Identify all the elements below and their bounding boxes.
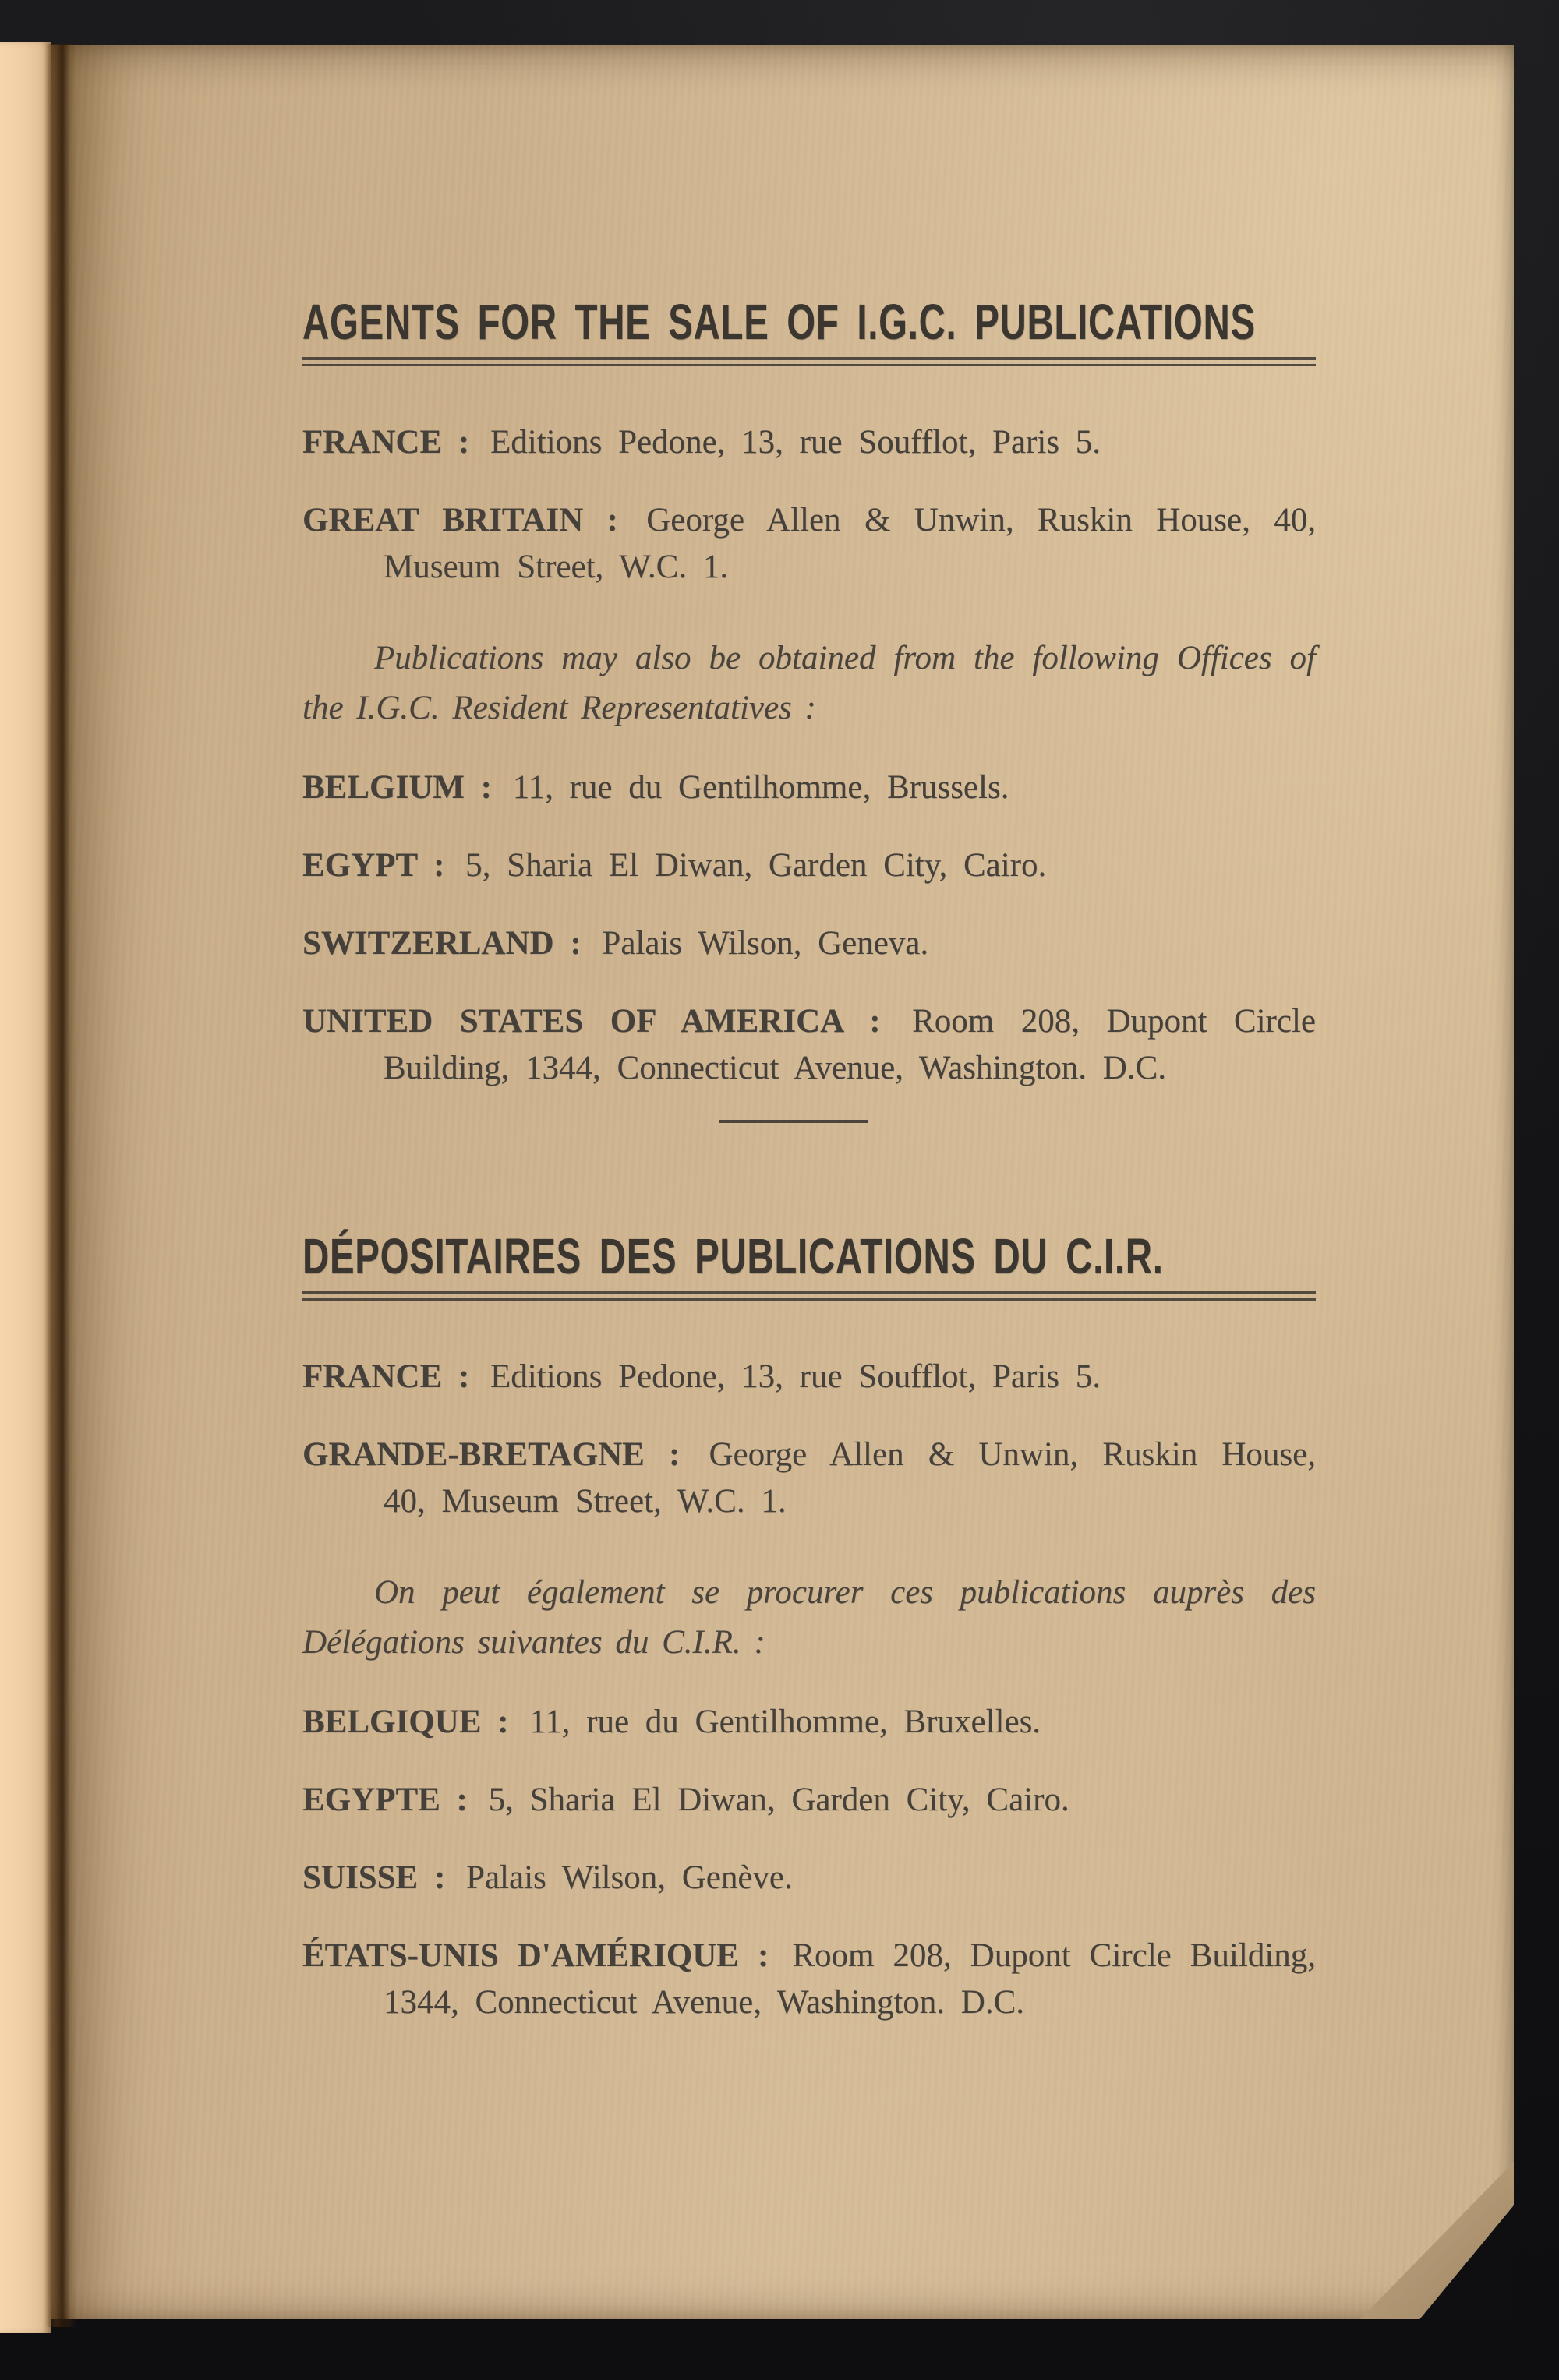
agent-entry-france-en xyxy=(302,419,1316,466)
entry-label: GRANDE-BRETAGNE : xyxy=(302,1436,681,1473)
entry-address: Room 208, Dupont Circle Building, 1344, Connecticut Avenue, Washington. D.C. xyxy=(384,1003,1316,1086)
entry-label: ÉTATS-UNIS D'AMÉRIQUE : xyxy=(302,1937,769,1974)
rep-entry-egypt xyxy=(302,842,1316,889)
section-english xyxy=(302,294,1316,1092)
section-french xyxy=(302,1228,1317,2026)
entry-label: SUISSE : xyxy=(302,1859,446,1896)
entry-label: EGYPTE : xyxy=(302,1781,468,1818)
rep-entry-egypte xyxy=(302,1777,1316,1824)
agent-entry-great-britain xyxy=(302,497,1316,591)
section-divider xyxy=(719,1120,868,1123)
entry-label: SWITZERLAND : xyxy=(302,925,582,962)
entry-address: Editions Pedone, 13, rue Soufflot, Paris 5. xyxy=(490,424,1101,461)
delegations-note-fr: On peut également se procurer ces publications auprès des Délégations suivantes du C.I.R. : xyxy=(302,1574,1316,1661)
rep-entry-switzerland xyxy=(302,920,1316,967)
title-underline-english xyxy=(302,357,1316,366)
entry-address: 5, Sharia El Diwan, Garden City, Cairo. xyxy=(465,847,1047,884)
agent-entry-france-fr xyxy=(302,1354,1316,1400)
entry-label: BELGIUM : xyxy=(302,769,492,806)
page-content xyxy=(302,294,1317,2026)
entry-label: EGYPT : xyxy=(302,847,445,884)
entry-address: George Allen & Unwin, Ruskin House, 40, Museum Street, W.C. 1. xyxy=(384,1436,1316,1520)
entry-address: George Allen & Unwin, Ruskin House, 40, Museum Street, W.C. 1. xyxy=(384,502,1316,585)
entry-address: Room 208, Dupont Circle Building, 1344, Connecticut Avenue, Washington. D.C. xyxy=(384,1937,1317,2021)
entry-address: 11, rue du Gentilhomme, Bruxelles. xyxy=(529,1704,1041,1740)
book-page xyxy=(51,45,1514,2319)
rep-entry-united-states xyxy=(302,998,1316,1092)
entry-address: Palais Wilson, Genève. xyxy=(466,1859,793,1896)
entry-label: UNITED STATES OF AMERICA : xyxy=(302,1003,881,1040)
rep-entry-belgium xyxy=(302,764,1316,811)
rep-entry-belgique xyxy=(302,1699,1316,1746)
entry-label: BELGIQUE : xyxy=(302,1704,509,1740)
book-gutter-shadow xyxy=(45,44,76,2327)
section-title-english: AGENTS FOR THE SALE OF I.G.C. PUBLICATIONS xyxy=(302,294,1256,350)
agent-entry-grande-bretagne xyxy=(302,1432,1316,1525)
entry-address: 11, rue du Gentilhomme, Brussels. xyxy=(512,769,1009,806)
entry-label: FRANCE : xyxy=(302,424,470,461)
section-title-french: DÉPOSITAIRES DES PUBLICATIONS DU C.I.R. xyxy=(302,1228,1164,1284)
resident-offices-note-en: Publications may also be obtained from the following Offices of the I.G.C. Resident Representatives : xyxy=(302,640,1316,726)
rep-entry-suisse xyxy=(302,1855,1316,1902)
entry-label: FRANCE : xyxy=(302,1358,470,1395)
entry-address: 5, Sharia El Diwan, Garden City, Cairo. xyxy=(488,1781,1069,1818)
title-underline-french xyxy=(302,1291,1316,1301)
rep-entry-etats-unis xyxy=(302,1933,1316,2026)
entry-address: Editions Pedone, 13, rue Soufflot, Paris 5. xyxy=(490,1358,1101,1395)
entry-address: Palais Wilson, Geneva. xyxy=(602,925,929,962)
entry-label: GREAT BRITAIN : xyxy=(302,502,618,539)
facing-page-edge xyxy=(0,42,51,2333)
